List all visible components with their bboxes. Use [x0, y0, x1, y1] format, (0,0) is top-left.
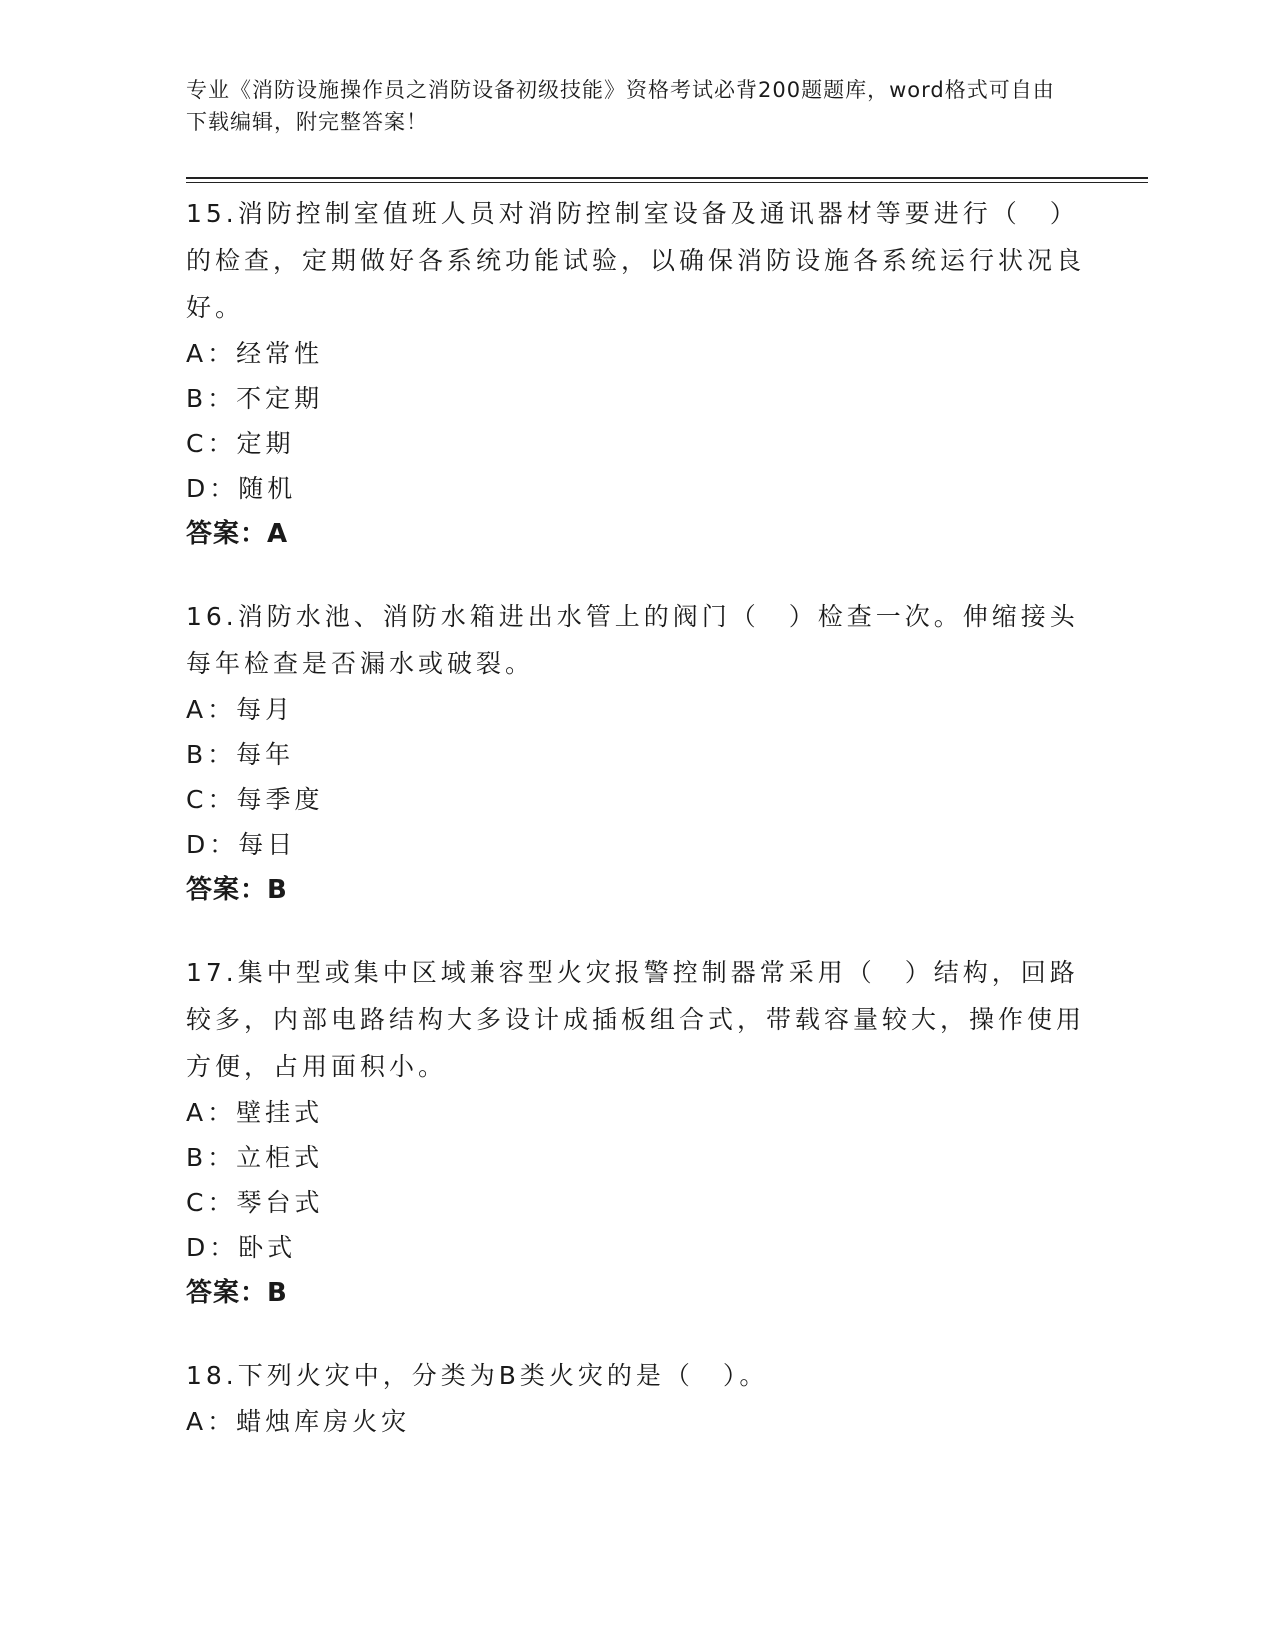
question-15 — [186, 190, 1086, 557]
question-text: 15.消防控制室值班人员对消防控制室设备及通讯器材等要进行（ ）的检查，定期做好各系统功能试验，以确保消防设施各系统运行状况良好。 — [186, 199, 1086, 322]
question-18 — [186, 1352, 1086, 1444]
question-text: 18.下列火灾中，分类为B类火灾的是（ ）。 — [186, 1361, 769, 1390]
option-a: A：壁挂式 — [186, 1098, 324, 1127]
option-c: C：琴台式 — [186, 1188, 324, 1217]
option-c: C：每季度 — [186, 785, 324, 814]
option-c: C：定期 — [186, 429, 295, 458]
answer: 答案：A — [186, 519, 289, 549]
option-b: B：每年 — [186, 740, 295, 769]
option-d: D：随机 — [186, 474, 297, 503]
option-b: B：立柜式 — [186, 1143, 324, 1172]
question-16 — [186, 593, 1086, 913]
header-divider-thin — [186, 182, 1148, 183]
document-header: 专业《消防设施操作员之消防设备初级技能》资格考试必背200题题库，word格式可自由下载编辑，附完整答案！ — [186, 78, 1055, 134]
question-text: 17.集中型或集中区域兼容型火灾报警控制器常采用（ ）结构，回路较多，内部电路结构大多设计成插板组合式，带载容量较大，操作使用方便，占用面积小。 — [186, 958, 1086, 1081]
answer: 答案：B — [186, 875, 288, 905]
option-a: A：每月 — [186, 695, 295, 724]
option-d: D：卧式 — [186, 1233, 297, 1262]
question-text: 16.消防水池、消防水箱进出水管上的阀门（ ）检查一次。伸缩接头每年检查是否漏水或破裂。 — [186, 602, 1079, 678]
option-b: B：不定期 — [186, 384, 324, 413]
answer: 答案：B — [186, 1278, 288, 1308]
option-a: A：经常性 — [186, 339, 324, 368]
question-17 — [186, 949, 1086, 1316]
header-divider — [186, 177, 1148, 179]
option-d: D：每日 — [186, 830, 297, 859]
question-list — [186, 190, 1086, 1480]
option-a: A：蜡烛库房火灾 — [186, 1407, 411, 1436]
